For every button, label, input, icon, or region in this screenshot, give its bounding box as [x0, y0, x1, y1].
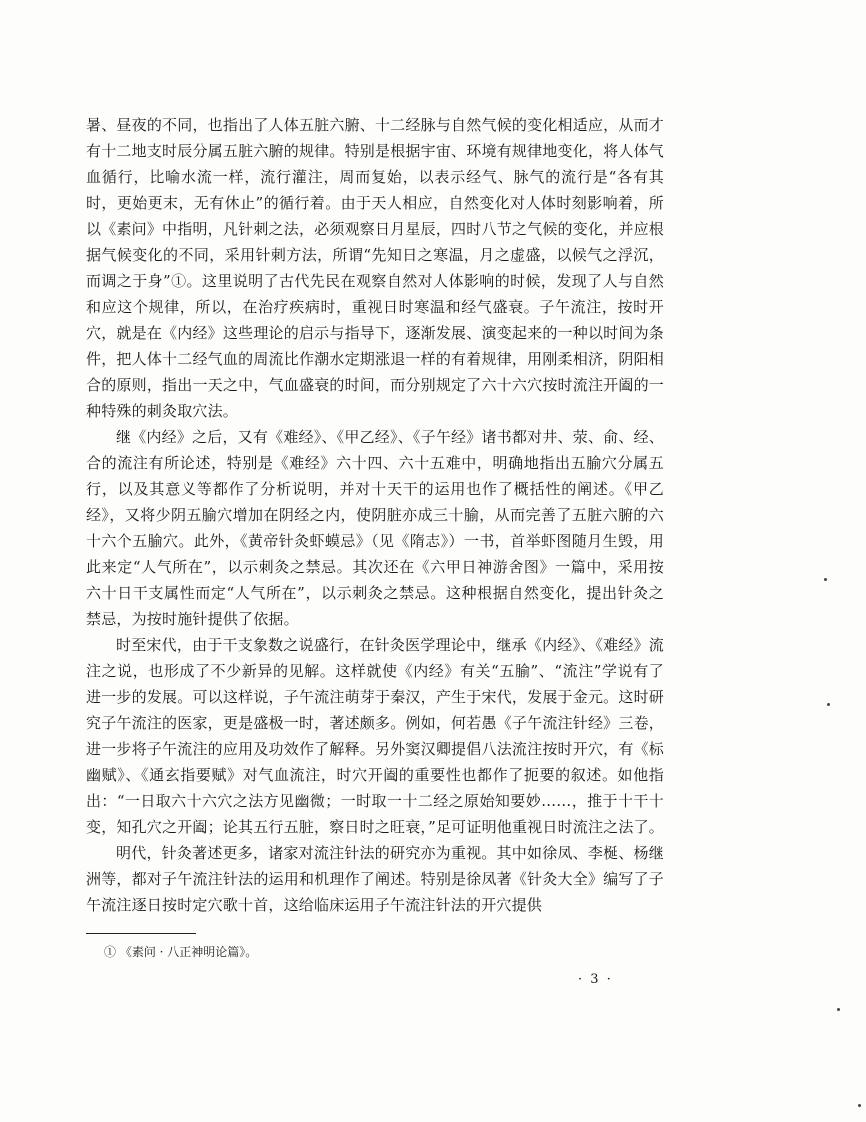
body-text: [86, 112, 664, 918]
paragraph: 暑、昼夜的不同，也指出了人体五脏六腑、十二经脉与自然气候的变化相适应，从而才有十二地支时辰分属五脏六腑的规律。特别是根据宇宙、环境有规律地变化，将人体气血循行，比喻水流一样，流行灌注，周而复始，以表示经气、脉气的流行是“各有其时，更始更末，无有休止”的循行着。由于天人相应，自然变化对人体时刻影响着，所以《素问》中指明，凡针刺之法，必须观察日月星辰，四时八节之气候的变化，并应根据气候变化的不同，采用针刺方法，所谓“先知日之寒温，月之虚盛，以候气之浮沉，而调之于身”①。这里说明了古代先民在观察自然对人体影响的时候，发现了人与自然和应这个规律，所以，在治疗疾病时，重视日时寒温和经气盛衰。子午流注，按时开穴，就是在《内经》这些理论的启示与指导下，逐渐发展、演变起来的一种以时间为条件，把人体十二经气血的周流比作潮水定期涨退一样的有着规律，用刚柔相济，阴阳相合的原则，指出一天之中，气血盛衰的时间，而分别规定了六十六穴按时流注开阖的一种特殊的刺灸取穴法。: [86, 116, 664, 420]
paragraph: 时至宋代，由于干支象数之说盛行，在针灸医学理论中，继承《内经》、《难经》流注之说，也形成了不少新异的见解。这样就使《内经》有关“五腧”、“流注”学说有了进一步的发展。可以这样说，子午流注萌芽于秦汉，产生于宋代，发展于金元。这时研究子午流注的医家，更是盛极一时，著述颇多。例如，何若愚《子午流注针经》三卷，进一步将子午流注的应用及功效作了解释。另外窦汉卿提倡八法流注按时开穴，有《标幽赋》、《通玄指要赋》对气血流注，时穴开阖的重要性也都作了扼要的叙述。如他指出：“一日取六十六穴之法方见幽微；一时取一十二经之原始知要妙……，推于十干十变，知孔穴之开阖；论其五行五脏，察日时之旺衰，”足可证明他重视日时流注之法了。: [86, 636, 664, 836]
footnote-divider: [86, 933, 196, 934]
footnote: ① 《素问 · 八正神明论篇》。: [104, 945, 258, 959]
paragraph: 继《内经》之后，又有《难经》、《甲乙经》、《子午经》诸书都对井、荥、俞、经、合的流注有所论述，特别是《难经》六十四、六十五难中，明确地指出五腧穴分属五行，以及其意义等都作了分析说明，并对十天干的运用也作了概括性的阐述。《甲乙经》，又将少阴五腧穴增加在阴经之内，使阴脏亦成三十腧，从而完善了五脏六腑的六十六个五腧穴。此外，《黄帝针灸虾蟆忌》（见《隋志》）一书，首举虾图随月生毁，用此来定“人气所在”，以示刺灸之禁忌。其次还在《六甲日神游舍图》一篇中，采用按六十日干支属性而定“人气所在”，以示刺灸之禁忌。这种根据自然变化，提出针灸之禁忌，为按时施针提供了依据。: [86, 428, 664, 628]
scan-speck: [827, 703, 830, 706]
scan-speck: [837, 1008, 840, 1011]
scan-speck: [858, 1104, 861, 1107]
paragraph: 明代，针灸著述更多，诸家对流注针法的研究亦为重视。其中如徐凤、李梴、杨继洲等，都对子午流注针法的运用和机理作了阐述。特别是徐凤著《针灸大全》编写了子午流注逐日按时定穴歌十首，这给临床运用子午流注针法的开穴提供: [86, 844, 664, 914]
page-number: · 3 ·: [578, 972, 613, 987]
scan-speck: [824, 578, 827, 581]
